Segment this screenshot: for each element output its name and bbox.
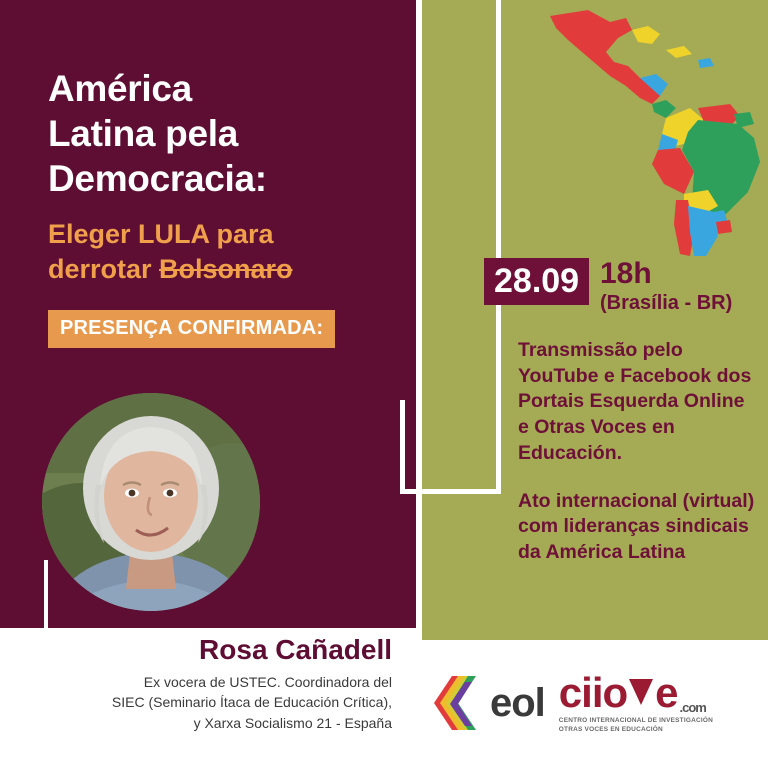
ciove-tagline [559, 717, 713, 733]
subtitle-line-2: derrotar [48, 254, 160, 285]
title-line-1: América [48, 68, 192, 109]
ciove-letters-ci: ci [558, 669, 592, 717]
ciove-wordmark [558, 669, 706, 717]
subtitle [48, 217, 388, 287]
speaker-description [0, 672, 392, 733]
avatar [42, 393, 260, 611]
broadcast-info: Transmissão pelo YouTube e Facebook dos Portais Esquerda Online e Otras Voces en Educación. [518, 339, 752, 464]
speaker-desc-line-1: Ex vocera de USTEC. Coordinadora del [143, 674, 392, 690]
decorative-line-vertical-left [400, 400, 405, 494]
eol-logo[interactable] [432, 674, 545, 732]
ciove-triangle-icon [628, 673, 654, 707]
logo-bar [432, 648, 762, 758]
page-title [48, 66, 388, 201]
decorative-line-vertical-main [496, 14, 501, 494]
event-date: 28.09 [494, 262, 580, 300]
event-time: 18h [600, 257, 652, 290]
map-illustration [548, 8, 763, 258]
latin-america-map [548, 8, 763, 258]
ciove-tagline-line-2: OTRAS VOCES EN EDUCACIÓN [558, 725, 663, 733]
speaker-name: Rosa Cañadell [199, 634, 392, 665]
event-details [518, 338, 760, 588]
decorative-line-horizontal [400, 489, 500, 494]
title-line-3: Democracia: [48, 158, 267, 200]
subtitle-struck-word: Bolsonaro [159, 254, 293, 285]
title-line-2: Latina pela [48, 113, 238, 155]
status-badge: PRESENÇA CONFIRMADA: [48, 310, 335, 348]
ciove-tagline-line-1: CENTRO INTERNACIONAL DE INVESTIGACIÓN [558, 717, 714, 725]
title-block [48, 66, 388, 348]
event-time-block [600, 258, 760, 315]
subtitle-line-1: Eleger LULA para [48, 219, 274, 250]
decorative-line-vertical-portrait [44, 560, 48, 630]
eol-wordmark: eol [490, 680, 545, 725]
event-description: Ato internacional (virtual) com lideranças sindicais da América Latina [518, 489, 755, 564]
speaker-caption [0, 634, 420, 733]
ciove-letters-io: io [591, 669, 628, 717]
portrait-illustration [42, 393, 260, 611]
ciove-logo[interactable] [558, 669, 714, 733]
ciove-letter-e: e [655, 669, 678, 717]
eol-chevron-icon [432, 674, 488, 732]
speaker-desc-line-2: SIEC (Seminario Ítaca de Educación Crítica), [111, 694, 392, 711]
event-date-badge [484, 258, 589, 305]
speaker-desc-line-3: y Xarxa Socialismo 21 - España [193, 714, 392, 731]
ciove-dotcom: .com [679, 700, 706, 716]
event-timezone: (Brasília - BR) [600, 291, 733, 314]
